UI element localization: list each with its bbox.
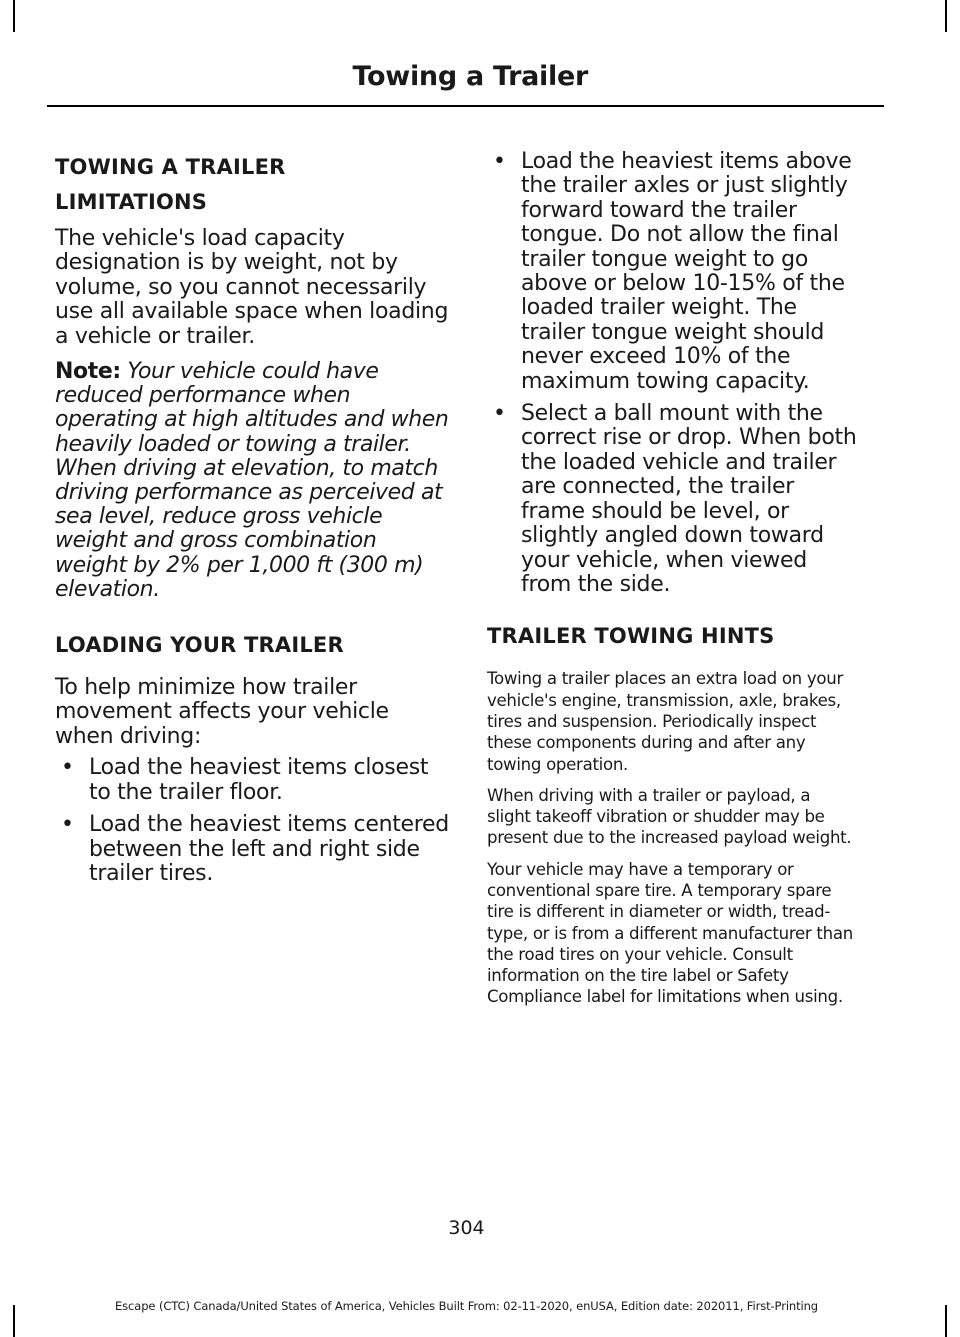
limitations-heading-line2: LIMITATIONS <box>55 190 208 214</box>
page-number: 304 <box>448 1217 485 1239</box>
right-column <box>487 150 857 1008</box>
list-item <box>487 402 857 597</box>
page-header-title: Towing a Trailer <box>352 61 588 92</box>
loading-bullet-list-continued <box>487 150 857 597</box>
crop-mark-top-right <box>945 0 947 32</box>
crop-mark-top-left <box>13 0 15 32</box>
note-text: Your vehicle could have reduced performance when operating at high altitudes and when heavily loaded or towing a trailer. When driving at elevation, to match driving performance as perceived at sea level, reduce gross vehicle weight and gross combination weight by 2% per 1,000 ft (300 m) elevation. <box>55 359 449 602</box>
loading-bullet-list <box>55 756 450 886</box>
load-capacity-paragraph: The vehicle's load capacity designation is by weight, not by volume, so you cannot necessarily use all available space when loading a vehicle or trailer. <box>55 226 449 349</box>
hints-paragraph: When driving with a trailer or payload, a slight takeoff vibration or shudder may be present due to the increased payload weight. <box>487 785 852 848</box>
crop-mark-bottom-right <box>945 1305 947 1337</box>
loading-intro-paragraph: To help minimize how trailer movement affects your vehicle when driving: <box>55 675 389 749</box>
bullet-icon: • <box>61 755 74 781</box>
list-item <box>487 150 857 394</box>
list-item <box>55 756 450 805</box>
note-paragraph <box>55 360 450 602</box>
header-divider <box>47 105 884 107</box>
bullet-text: Select a ball mount with the correct rise or drop. When both the loaded vehicle and trailer are connected, the trailer frame should be level, or slightly angled down toward your vehicle, when viewed from the side. <box>521 401 857 597</box>
bullet-icon: • <box>493 401 506 427</box>
hints-paragraph: Towing a trailer places an extra load on your vehicle's engine, transmission, axle, brakes, tires and suspension. Periodically inspect these components during and after any towing operation. <box>487 669 843 774</box>
bullet-icon: • <box>493 149 506 174</box>
hints-paragraph: Your vehicle may have a temporary or conventional spare tire. A temporary spare tire is different in diameter or width, tread-type, or is from a different manufacturer than the road tires on your vehicle. Consult information on the tire label or Safety Compliance label for limitations when using. <box>487 859 853 1007</box>
left-column <box>55 150 450 886</box>
footer-edition-text: Escape (CTC) Canada/United States of America, Vehicles Built From: 02-11-2020, enUSA, Edition date: 202011, First-Printing <box>115 1299 818 1313</box>
bullet-text: Load the heaviest items closest to the trailer floor. <box>89 755 429 805</box>
bullet-text: Load the heaviest items above the trailer axles or just slightly forward toward the trailer tongue. Do not allow the final trailer tongue weight to go above or below 10-15% of the loaded trailer weight. The trailer tongue weight should never exceed 10% of the maximum towing capacity. <box>521 149 852 394</box>
bullet-icon: • <box>61 812 74 838</box>
list-item <box>55 813 450 886</box>
bullet-text: Load the heaviest items centered between the left and right side trailer tires. <box>89 812 449 886</box>
loading-trailer-heading: LOADING YOUR TRAILER <box>55 633 344 658</box>
limitations-heading-line1: TOWING A TRAILER <box>55 155 286 179</box>
note-label: Note: <box>55 359 121 385</box>
towing-hints-heading: TRAILER TOWING HINTS <box>487 624 775 649</box>
limitations-heading <box>55 150 450 220</box>
